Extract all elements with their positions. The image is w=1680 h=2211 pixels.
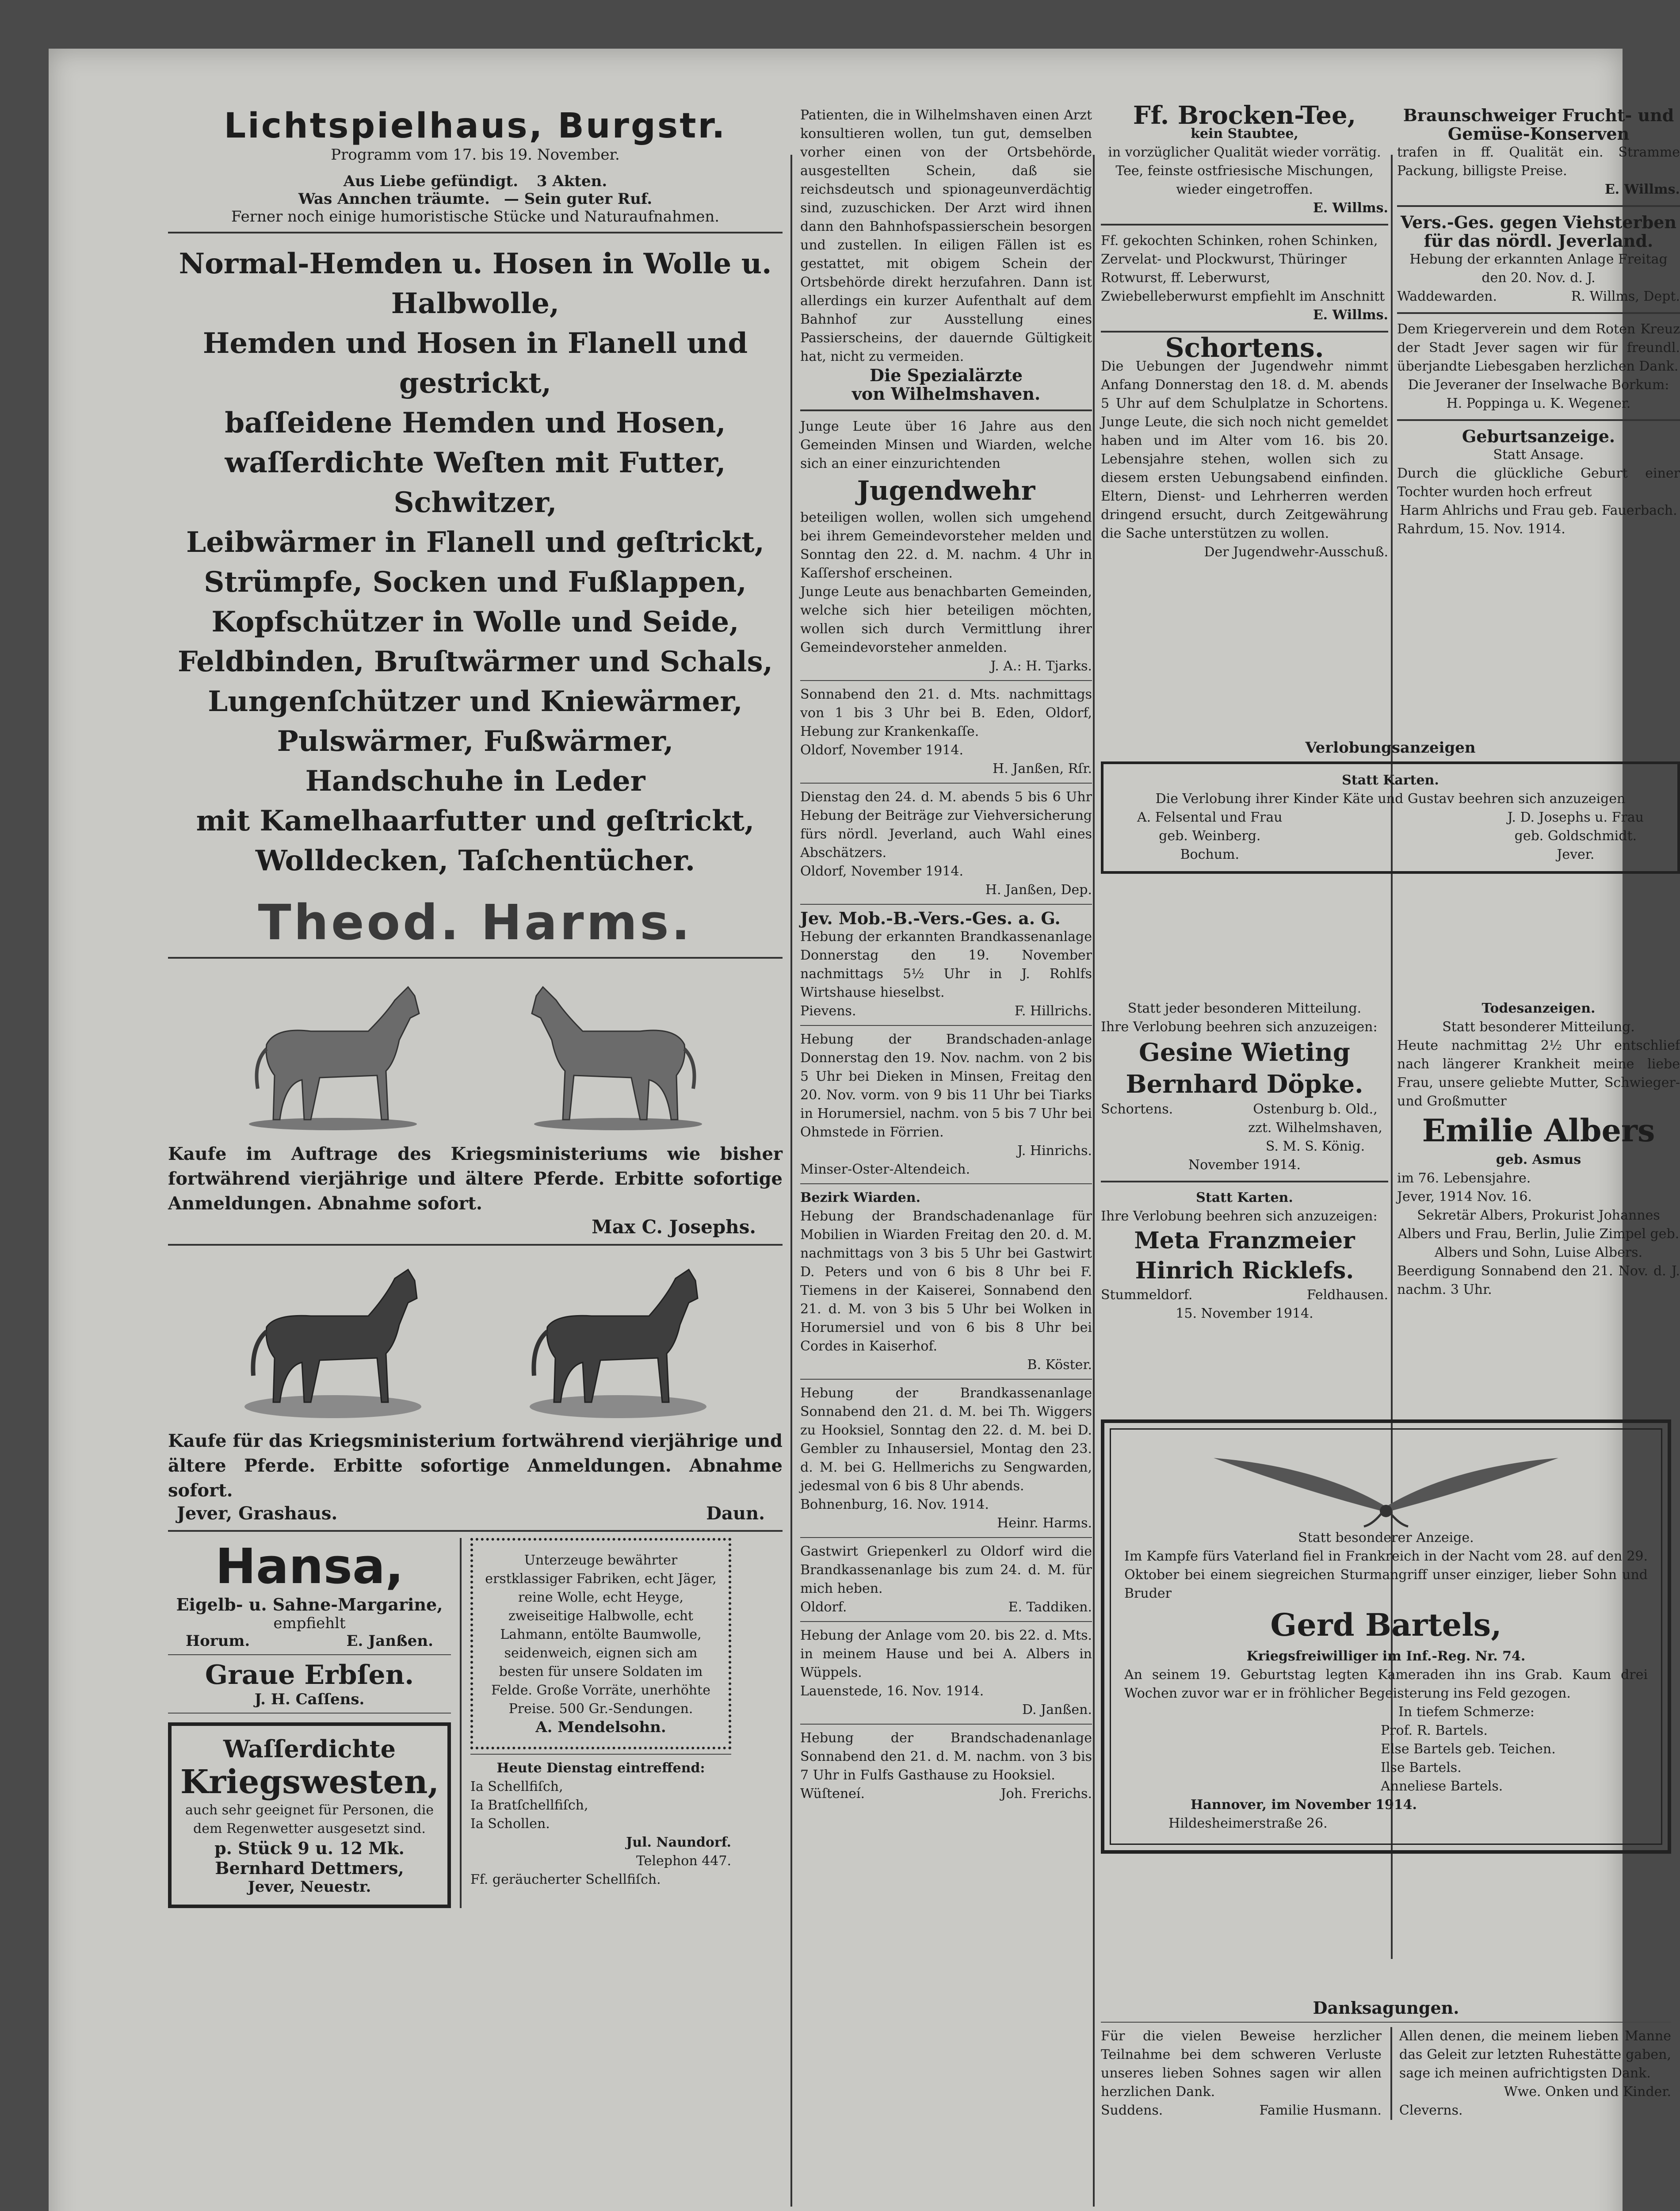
horse-illustration-icon [521, 974, 711, 1133]
verlobung-box [1101, 761, 1680, 874]
bartels-body2: An seinem 19. Geburtstag legten Kameraden ihn ins Grab. Kaum drei Wochen zuvor war er in fröhlicher Begeisterung ins Feld gezogen. [1124, 1667, 1648, 1701]
tea-title: Ff. Brocken-Tee, [1133, 101, 1356, 130]
tod-burial: Beerdigung Sonnabend den 21. Nov. d. J. nachm. 3 Uhr. [1397, 1263, 1680, 1297]
gast-right: E. Taddiken. [1008, 1599, 1092, 1615]
fish-item: Ia Schollen. [470, 1816, 550, 1832]
tod-statt: Statt besonderer Mitteilung. [1442, 1019, 1635, 1035]
v1-left: Schortens. [1101, 1102, 1173, 1117]
fulf-left: Wüſteneí. [800, 1786, 865, 1802]
cinema-ad [168, 106, 783, 226]
bartels-place: Hannover, im November 1914. [1191, 1797, 1417, 1813]
bartels-grief: In tiefem Schmerze: [1398, 1704, 1535, 1720]
hansa-subtitle: Eigelb- u. Sahne-Margarine, [176, 1595, 443, 1614]
tod-mourners: Sekretär Albers, Prokurist Johannes Albers und Frau, Berlin, Julie Zimpel geb. Albers und Sohn, Luise Albers. [1397, 1208, 1680, 1260]
fish-item: Ia Bratſchellfiſch, [470, 1798, 588, 1813]
verlobung-head: Verlobungsanzeigen [1305, 739, 1476, 757]
goods-line: Kopfschützer in Wolle und Seide, [211, 605, 739, 639]
geburt-date: Rahrdum, 15. Nov. 1914. [1397, 521, 1565, 537]
horse-ad-2 [168, 1252, 783, 1524]
column-4 [1397, 106, 1680, 539]
goods-line: waſſerdichte Weſten mit Futter, Schwitzer, [225, 446, 726, 519]
horse-ad-2-text: Kaufe für das Kriegsministerium fortwährend vierjährige und ältere Pferde. Erbitte sofortige Anmeldungen. Abnahme sofort. [168, 1431, 783, 1501]
cinema-program: Programm vom 17. bis 19. November. [331, 146, 620, 164]
kk-sign: H. Janßen, Rſr. [993, 761, 1092, 777]
tod-body: Heute nachmittag 2½ Uhr entschlief nach längerer Krankheit meine liebe Frau, unsere geliebte Mutter, Schwieger- und Großmutter [1397, 1038, 1680, 1109]
v1-head: Statt jeder besonderen Mitteilung. [1127, 1001, 1362, 1016]
erbsen-sign: J. H. Caſſens. [254, 1691, 365, 1708]
fulf-body: Hebung der Brandschadenanlage Sonnabend den 21. d. M. nachm. von 3 bis 7 Uhr in Fulfs Gasthause zu Hooksiel. [800, 1730, 1092, 1783]
wiarden-body: Hebung der Brandschadenanlage für Mobilien in Wiarden Freitag den 20. d. M. nachmittags von 3 bis 5 Uhr bei Gastwirt D. Peters und von 6 bis 8 Uhr bei F. Tiemens in der Kaiserei, Sonnabend den 21. d. M. von 3 bis 5 Uhr bei Wolken in Horumersiel und von 6 bis 8 Uhr bei Cordes in Kaiserhof. [800, 1209, 1092, 1354]
goods-line: Pulswärmer, Fußwärmer, [277, 725, 674, 758]
v1-right: Ostenburg b. Old., zzt. Wilhelmshaven, S. M. S. König. [1248, 1102, 1382, 1154]
bartels-name: Gerd Bartels, [1270, 1607, 1502, 1643]
cinema-title: Lichtspielhaus, Burgstr. [224, 106, 727, 146]
cinema-film1: Aus Liebe gefündigt. [343, 172, 519, 190]
verl-body: Die Verlobung ihrer Kinder Käte und Gustav beehren sich anzuzeigen [1155, 791, 1626, 807]
v2-head: Statt Karten. [1196, 1190, 1293, 1205]
column-rule [790, 155, 792, 2207]
jw-body2: Junge Leute aus benachbarten Gemeinden, welche sich hier beteiligen möchten, wollen sich durch Vermittlung ihrer Gemeindevorsteher anmelden. [800, 584, 1092, 655]
dank1-left: Suddens. [1101, 2103, 1163, 2118]
verlobung-section [1101, 738, 1680, 874]
mob-right: F. Hillrichs. [1014, 1003, 1092, 1019]
fish-head: Heute Dienstag eintreffend: [496, 1760, 705, 1776]
fish-extra: Ff. geräucherter Schellfiſch. [470, 1872, 661, 1887]
underwear-ad [470, 1538, 731, 1749]
v1-body: Ihre Verlobung beehren sich anzuzeigen: [1101, 1019, 1378, 1035]
verl-statt: Statt Karten. [1342, 773, 1439, 788]
goods-line: Lungenſchützer und Kniewärmer, [208, 685, 743, 718]
krieger-sign2: H. Poppinga u. K. Wegener. [1446, 396, 1631, 411]
palm-fronds-icon [1187, 1440, 1585, 1529]
v1-name2: Bernhard Döpke. [1126, 1070, 1363, 1099]
hooksiel-date: Bohnenburg, 16. Nov. 1914. [800, 1497, 989, 1512]
kk-body: Sonnabend den 21. d. Mts. nachmittags von 1 bis 3 Uhr bei B. Eden, Oldorf, Hebung zur Krankenkaſſe. [800, 687, 1092, 739]
mob-title: Jev. Mob.-B.-Vers.-Ges. a. G. [800, 908, 1061, 928]
dank1-right: Familie Husmann. [1259, 2103, 1382, 2118]
dank-head: Danksagungen. [1313, 1998, 1459, 2018]
cinema-film1-acts: 3 Akten. [536, 172, 607, 190]
west-title2: Kriegswesten, [180, 1763, 439, 1801]
horse-illustration-icon [240, 1261, 430, 1420]
fulf-right: Joh. Frerichs. [1000, 1786, 1092, 1802]
kriegswesten-ad [168, 1722, 451, 1908]
goods-line: mit Kamelhaarfutter und geſtrickt, [196, 804, 755, 838]
cinema-film3: — Sein guter Ruf. [504, 190, 653, 208]
fish-tel: Telephon 447. [636, 1853, 731, 1869]
geburt-title: Geburtsanzeige. [1462, 426, 1615, 446]
horse-ad-1-sign: Max C. Josephs. [592, 1216, 756, 1238]
v1-date: November 1914. [1188, 1157, 1301, 1173]
dank2-body: Allen denen, die meinem lieben Manne das Geleit zur letzten Ruhestätte gaben, sage ich meinen aufrichtigsten Dank. [1399, 2028, 1671, 2081]
harms-ad [168, 244, 783, 951]
column-rule [1093, 155, 1095, 2207]
v2-body: Ihre Verlobung beehren sich anzuzeigen: [1101, 1209, 1378, 1224]
schortens-title: Schortens. [1165, 333, 1324, 363]
bartels-family [1381, 1721, 1648, 1796]
tod-date: Jever, 1914 Nov. 16. [1397, 1189, 1532, 1205]
patients-notice: Patienten, die in Wilhelmshaven einen Arzt konsultieren wollen, tun gut, demselben vorher einen von der Ortsbehörde ausgestellten Schein, daß sie reichsdeutsch und spionageunverdächtig sind, zuzuschicken. Der Arzt wird ihnen dann den Bahnhofspassierschein besorgen und zustellen. In eiligen Fällen ist es gestattet, mit obigem Schein der Ortsbehörde direkt herzufahren. Dann ist allerdings ein kurzer Aufenthalt auf dem Bahnhof zur Ausstellung eines Passierscheins, der dauernde Gültigkeit hat, nicht zu vermeiden. [800, 107, 1092, 364]
erbsen-title: Graue Erbſen. [205, 1660, 414, 1691]
goods-line: Hemden und Hosen in Flanell und gestrickt, [202, 327, 748, 400]
bartels-head: Statt besonderer Anzeige. [1298, 1530, 1474, 1545]
column-2 [800, 106, 1092, 1803]
goods-line: Leibwärmer in Flanell und geſtrickt, [186, 526, 764, 559]
hansa-place: Horum. [186, 1632, 250, 1650]
west-body: auch sehr geeignet für Personen, die dem Regenwetter ausgesetzt sind. [185, 1802, 434, 1836]
fish-ad [470, 1759, 731, 1889]
vv-sign: H. Janßen, Dep. [985, 882, 1092, 898]
fish-sign: Jul. Naundorf. [626, 1835, 731, 1850]
column-3-lower [1101, 999, 1388, 1323]
jw-body: beteiligen wollen, wollen sich umgehend bei ihrem Gemeindevorsteher melden und Sonntag den 22. d. M. nachm. 4 Uhr in Kaſſershof erscheinen. [800, 510, 1092, 581]
bartels-family-name: Ilse Bartels. [1381, 1760, 1462, 1775]
goods-line: Normal-Hemden u. Hosen in Wolle u. Halbwolle, [179, 247, 772, 320]
goods-line: Wolldecken, Taſchentücher. [255, 844, 695, 877]
horse-illustration-icon [521, 1261, 711, 1420]
patients-sign2: von Wilhelmshaven. [851, 384, 1041, 404]
mob-body: Hebung der erkannten Brandkassenanlage Donnerstag den 19. November nachmittags 5½ Uhr in J. Rohlfs Wirtshause hieselbst. [800, 929, 1092, 1000]
gast-left: Oldorf. [800, 1599, 847, 1615]
dank1-body: Für die vielen Beweise herzlicher Teilnahme bei dem schweren Verluste unseres lieben Sohnes sagen wir allen herzlichen Dank. [1101, 2028, 1382, 2100]
geburt-body: Durch die glückliche Geburt einer Tochter wurden hoch erfreut [1397, 466, 1680, 500]
goods-line: Feldbinden, Bruſtwärmer und Schals, [178, 645, 773, 678]
bartels-family-name: Anneliese Bartels. [1381, 1779, 1503, 1794]
goods-line: baſſeidene Hemden und Hosen, [225, 406, 726, 440]
goods-line: Strümpfe, Socken und Fußlappen, [204, 566, 747, 599]
geburt-statt: Statt Ansage. [1493, 447, 1584, 463]
ham-sign: E. Willms. [1313, 307, 1388, 323]
horse-ad-1-text: Kaufe im Auftrage des Kriegsministeriums wie bisher fortwährend vierjährige und ältere Pferde. Erbitte sofortige Anmeldungen. Abnahme sofort. [168, 1144, 783, 1214]
ham-body: Ff. gekochten Schinken, rohen Schinken, Zervelat- und Plockwurst, Thüringer Rotwurst, ff. Leberwurst, Zwiebelleberwurst empfiehlt im Anschnitt [1101, 233, 1385, 304]
gast-body: Gastwirt Griepenkerl zu Oldorf wird die Brandkassenanlage bis zum 24. d. M. für mich heben. [800, 1544, 1092, 1596]
tod-head: Todesanzeigen. [1481, 1001, 1596, 1016]
krieger-sign1: Die Jeveraner der Inselwache Borkum: [1408, 377, 1669, 393]
danksagungen [1101, 1999, 1671, 2120]
vieh-right: R. Willms, Dept. [1571, 289, 1680, 304]
west-place: Jever, Neuestr. [248, 1878, 371, 1896]
krieger-body: Dem Kriegerverein und dem Roten Kreuz der Stadt Jever sagen wir für freundl. überjandte Liebesgaben herzlichen Dank. [1397, 321, 1680, 374]
hooksiel-body: Hebung der Brandkassenanlage Sonnabend den 21. d. M. bei Th. Wiggers zu Hooksiel, Sonntag den 22. d. M. bei D. Gembler zu Inhausersiel, Montag den 23. d. M. bei G. Hellmerichs zu Sengwarden, jedesmal von 6 bis 8 Uhr abends. [800, 1385, 1092, 1494]
anl-body: Hebung der Anlage vom 20. bis 22. d. Mts. in meinem Hause und bei A. Albers in Wüppels. [800, 1628, 1092, 1680]
verl-left1: A. Felsental und Frau [1137, 810, 1283, 825]
brand1-place: Minser-Oster-Altendeich. [800, 1162, 970, 1177]
v2-right: Feldhausen. [1306, 1287, 1388, 1303]
hooksiel-sign: Heinr. Harms. [997, 1515, 1092, 1531]
jw-intro: Junge Leute über 16 Jahre aus den Gemeinden Minsen und Wiarden, welche sich an einer einzurichtenden [800, 419, 1092, 471]
hansa-sign: E. Janßen. [346, 1632, 433, 1650]
west-sign: Bernhard Dettmers, [215, 1858, 404, 1878]
vieh-left: Waddewarden. [1397, 289, 1497, 304]
hansa-empfiehlt: empfiehlt [273, 1614, 346, 1632]
verl-right1: J. D. Josephs u. Frau [1507, 810, 1644, 825]
v2-date: 15. November 1914. [1176, 1306, 1313, 1321]
tea-body: in vorzüglicher Qualität wieder vorrätig. Tee, feinste ostfriesische Mischungen, wieder eingetroffen. [1108, 145, 1381, 197]
v2-name2: Hinrich Ricklefs. [1135, 1257, 1354, 1284]
harms-name: Theod. Harms. [258, 894, 693, 951]
tea-sub: kein Staubtee, [1191, 126, 1298, 142]
bartels-street: Hildesheimerstraße 26. [1168, 1816, 1328, 1831]
bartels-rank: Kriegsfreiwilliger im Inf.-Reg. Nr. 74. [1246, 1649, 1526, 1664]
mob-left: Pievens. [800, 1003, 856, 1019]
vv-date: Oldorf, November 1914. [800, 864, 964, 879]
verl-left2: geb. Weinberg. [1159, 828, 1261, 844]
erbsen-ad [168, 1660, 451, 1708]
verl-right3: Jever. [1557, 847, 1595, 862]
cinema-film2: Was Annchen träumte. [298, 190, 490, 208]
dank2-sign: Wwe. Onken und Kinder. [1504, 2084, 1671, 2100]
west-title1: Waſſerdichte [223, 1735, 396, 1763]
kk-date: Oldorf, November 1914. [800, 742, 964, 758]
fish-item: Ia Schellfiſch, [470, 1779, 563, 1794]
horse-illustration-icon [240, 974, 430, 1133]
vieh-title: Vers.-Ges. gegen Viehsterben für das nördl. Jeverland. [1401, 212, 1676, 251]
verl-left3: Bochum. [1180, 847, 1240, 862]
goods-line: Handschuhe in Leder [305, 765, 645, 798]
v2-left: Stummeldorf. [1101, 1287, 1193, 1303]
jw-title: Jugendwehr [857, 475, 1035, 506]
column-1 [168, 106, 783, 1908]
vieh-body: Hebung der erkannten Anlage Freitag den 20. Nov. d. J. [1409, 252, 1668, 286]
newspaper-page [49, 49, 1680, 2211]
patients-sign1: Die Spezialärzte [869, 365, 1023, 385]
wiarden-sign: B. Köster. [1027, 1357, 1092, 1373]
tod-age: im 76. Lebensjahre. [1397, 1171, 1531, 1186]
bartels-body: Im Kampfe fürs Vaterland fiel in Frankreich in der Nacht vom 28. auf den 29. Oktober bei einem siegreichen Sturmangriff unser einziger, lieber Sohn und Bruder [1124, 1549, 1648, 1601]
hansa-ad [168, 1538, 451, 1650]
brand1-sign: J. Hinrichs. [1017, 1143, 1092, 1159]
column-3 [1101, 101, 1388, 562]
underwear-body: Unterzeuge bewährter erstklassiger Fabriken, echt Jäger, reine Wolle, echt Heyge, zweiseitige Halbwolle, echt Lahmann, entölte Baumwolle, seidenweich, eignen sich am besten für unsere Soldaten im Felde. Große Vorräte, unerhöhte Preise. 500 Gr.-Sendungen. [485, 1553, 717, 1717]
dank1 [1101, 2027, 1382, 2120]
dank2 [1390, 2027, 1671, 2120]
geburt-names: Harm Ahlrichs und Frau geb. Fauerbach. [1400, 503, 1677, 518]
v2-name1: Meta Franzmeier [1134, 1227, 1355, 1254]
anl-date: Lauenstede, 16. Nov. 1914. [800, 1683, 984, 1699]
bartels-family-name: Prof. R. Bartels. [1381, 1723, 1488, 1738]
schortens-sign: Der Jugendwehr-Ausschuß. [1204, 544, 1388, 560]
horse-ad-2-place: Jever, Grashaus. [177, 1503, 338, 1524]
horse-ad-2-sign: Daun. [706, 1503, 765, 1524]
schortens-body: Die Uebungen der Jugendwehr nimmt Anfang Donnerstag den 18. d. M. abends 5 Uhr auf dem Schulplatze in Schortens. Junge Leute, die sich noch nicht gemeldet haben und im Alter vom 16. bis 20. Lebensjahre stehen, wollen sich zu diesem ersten Uebungsabend einfinden. Eltern, Dienst- und Lehrherren werden dringend ersucht, durch Zeitgewährung die Sache unterstützen zu wollen. [1101, 359, 1388, 541]
dank2-place: Cleverns. [1399, 2103, 1463, 2118]
bartels-family-name: Else Bartels geb. Teichen. [1381, 1741, 1556, 1757]
bartels-memorial [1101, 1419, 1671, 1854]
horse-ad-1 [168, 965, 783, 1238]
v1-name1: Gesine Wieting [1139, 1038, 1350, 1067]
tea-sign: E. Willms. [1313, 200, 1388, 216]
underwear-sign: A. Mendelsohn. [535, 1718, 666, 1736]
conserve-body: trafen in ff. Qualität ein. Stramme Packung, billigste Preise. [1397, 145, 1680, 179]
wiarden-title: Bezirk Wiarden. [800, 1190, 921, 1205]
brand1-body: Hebung der Brandschaden-anlage Donnerstag den 19. Nov. nachm. von 2 bis 5 Uhr bei Dieken in Minsen, Freitag den 20. Nov. vorm. von 9 bis 11 Uhr bei Tiarks in Horumersiel, nachm. von 5 bis 7 Uhr bei Ohmstede in Förrien. [800, 1032, 1092, 1140]
conserve-sign: E. Willms. [1604, 182, 1680, 197]
column-4-lower [1397, 999, 1680, 1299]
verl-right2: geb. Goldschmidt. [1514, 828, 1637, 844]
anl-sign: D. Janßen. [1022, 1702, 1092, 1718]
vv-body: Dienstag den 24. d. M. abends 5 bis 6 Uhr Hebung der Beiträge zur Viehversicherung fürs nördl. Jeverland, auch Wahl eines Abschätzers. [800, 789, 1092, 861]
conserve-title: Braunschweiger Frucht- und Gemüse-Konserven [1403, 105, 1674, 144]
hansa-title: Hansa, [215, 1538, 404, 1595]
tod-name: Emilie Albers [1422, 1112, 1655, 1149]
cinema-extra: Ferner noch einige humoristische Stücke und Naturaufnahmen. [231, 208, 720, 226]
left-ads [168, 1538, 451, 1908]
west-price: p. Stück 9 u. 12 Mk. [214, 1838, 405, 1858]
right-ads [460, 1538, 731, 1908]
jw-sign: J. A.: H. Tjarks. [990, 658, 1092, 674]
tod-geb: geb. Asmus [1496, 1152, 1581, 1167]
